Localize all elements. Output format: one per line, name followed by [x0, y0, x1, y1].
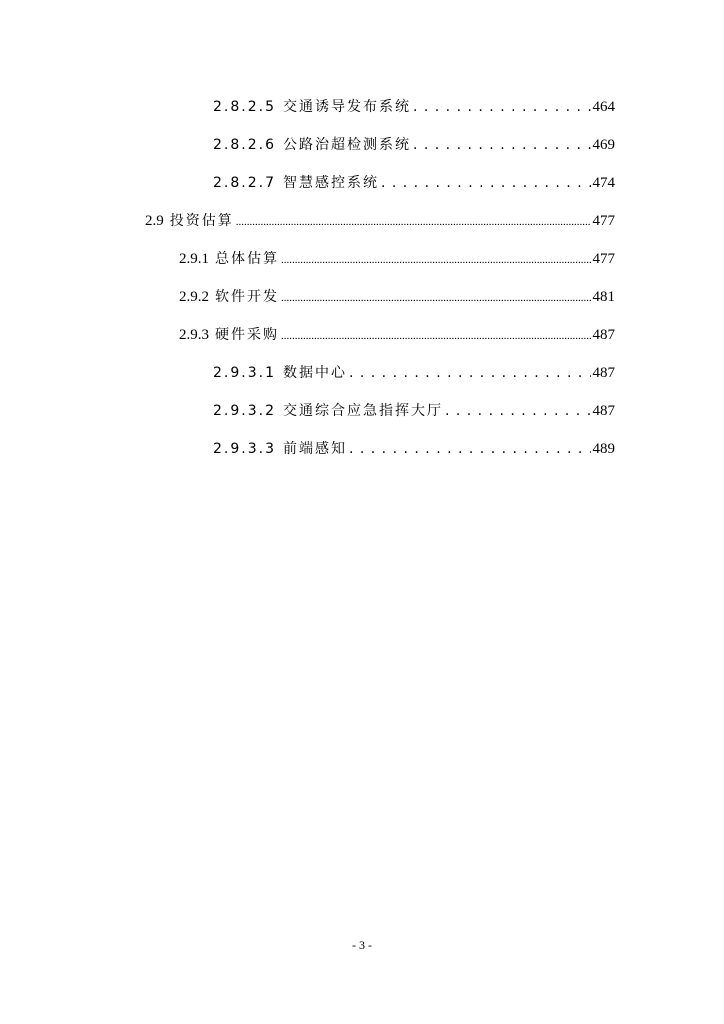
toc-dot-leader: [381, 175, 591, 191]
toc-dot-leader: [413, 137, 591, 153]
toc-entry-title: 投资估算: [169, 213, 234, 229]
toc-entry-title: 交通诱导发布系统: [282, 99, 411, 115]
toc-entry-page: 487: [592, 403, 615, 419]
toc-entry-page: 489: [592, 441, 615, 457]
toc-entry-2-9[interactable]: [145, 210, 615, 232]
toc-entry-page: 481: [592, 289, 615, 305]
toc-entry-2-9-2[interactable]: [179, 286, 615, 308]
toc-entry-number: 2.9.1: [179, 251, 209, 267]
toc-entry-page: 474: [592, 175, 615, 191]
toc-entry-2-8-2-5[interactable]: [213, 96, 615, 118]
toc-entry-title: 交通综合应急指挥大厅: [282, 403, 443, 419]
toc-dot-leader: [281, 327, 591, 344]
toc-entry-title: 软件开发: [215, 289, 279, 305]
toc-entry-page: 464: [592, 99, 615, 115]
toc-dot-leader: [349, 365, 591, 381]
toc-entry-number: 2.9.2: [179, 289, 209, 305]
toc-entry-2-9-3-1[interactable]: [213, 362, 615, 384]
toc-dot-leader: [413, 99, 591, 115]
toc-entry-2-9-3[interactable]: [179, 324, 615, 346]
toc-entry-2-8-2-6[interactable]: [213, 134, 615, 156]
toc-entry-title: 智慧感控系统: [282, 175, 379, 191]
toc-entry-number: 2.9.3.2: [213, 403, 276, 419]
toc-entry-page: 469: [592, 137, 615, 153]
toc-entry-2-9-1[interactable]: [179, 248, 615, 270]
toc-entry-number: 2.9.3: [179, 327, 209, 343]
toc-entry-number: 2.8.2.6: [213, 137, 276, 153]
toc-dot-leader: [281, 289, 591, 306]
toc-entry-page: 487: [592, 365, 615, 381]
toc-dot-leader: [281, 251, 591, 268]
toc-entry-number: 2.9.3.1: [213, 365, 276, 381]
toc-entry-number: 2.9.3.3: [213, 441, 276, 457]
toc-entry-2-9-3-2[interactable]: [213, 400, 615, 422]
toc-dot-leader: [236, 213, 591, 230]
toc-entry-title: 公路治超检测系统: [282, 137, 411, 153]
toc-dot-leader: [349, 441, 591, 457]
toc-entry-page: 477: [592, 251, 615, 267]
toc-entry-page: 477: [592, 213, 615, 229]
toc-entry-number: 2.9: [145, 213, 164, 229]
toc-entry-page: 487: [592, 327, 615, 343]
toc-entry-title: 前端感知: [282, 441, 347, 457]
toc-entry-title: 总体估算: [215, 251, 279, 267]
toc-entry-number: 2.8.2.5: [213, 99, 276, 115]
page-number: - 3 -: [352, 938, 372, 952]
toc-entry-title: 硬件采购: [215, 327, 279, 343]
toc-entry-title: 数据中心: [282, 365, 347, 381]
toc-dot-leader: [445, 403, 591, 419]
toc-entry-number: 2.8.2.7: [213, 175, 276, 191]
toc-entry-2-9-3-3[interactable]: [213, 438, 615, 460]
toc-entry-2-8-2-7[interactable]: [213, 172, 615, 194]
